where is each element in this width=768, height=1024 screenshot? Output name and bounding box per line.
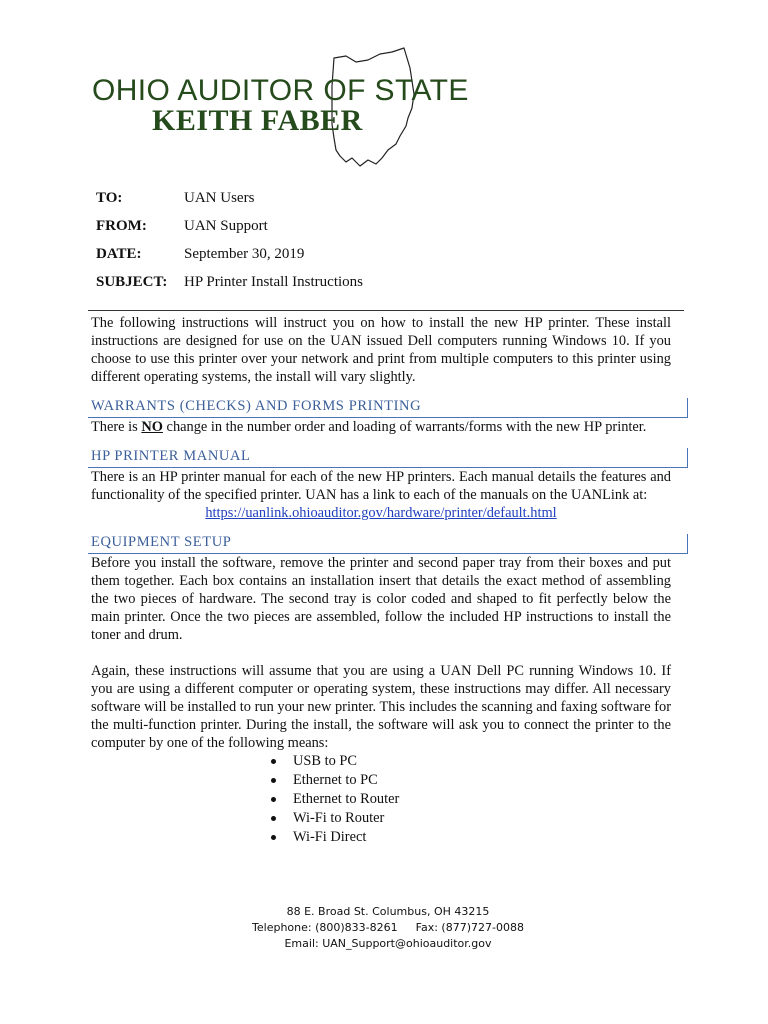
warrants-heading-text: WARRANTS (CHECKS) AND FORMS PRINTING <box>91 398 422 414</box>
manual-link-line <box>91 504 671 522</box>
list-item: Wi-Fi Direct <box>267 828 671 847</box>
warrants-paragraph <box>91 418 671 436</box>
heading-underline <box>88 467 688 468</box>
heading-underline <box>88 553 688 554</box>
memo-row-subject <box>96 268 363 296</box>
heading-underline <box>88 417 688 418</box>
memo-body <box>91 314 671 847</box>
date-label: DATE: <box>96 245 142 262</box>
printer-manual-link[interactable]: https://uanlink.ohioauditor.gov/hardware/printer/default.html <box>205 505 557 521</box>
list-item: USB to PC <box>267 752 671 771</box>
section-heading-equipment <box>91 532 671 554</box>
section-heading-manual <box>91 446 671 468</box>
date-value: September 30, 2019 <box>184 245 305 262</box>
warrants-text-before: There is <box>91 419 142 435</box>
memo-header <box>96 184 363 296</box>
auditor-logo <box>90 44 469 170</box>
logo-name: KEITH FABER <box>152 104 363 137</box>
list-item: Ethernet to PC <box>267 771 671 790</box>
memo-row-from <box>96 212 363 240</box>
heading-side-bar <box>687 398 688 418</box>
heading-side-bar <box>687 448 688 468</box>
footer-fax: Fax: (877)727-0088 <box>415 921 524 934</box>
heading-side-bar <box>687 534 688 554</box>
subject-label: SUBJECT: <box>96 273 168 290</box>
manual-paragraph: There is an HP printer manual for each of the new HP printers. Each manual details the features and functionality of the specified printer. UAN has a link to each of the manuals on the UANLink at: <box>91 469 671 503</box>
warrants-emphasis: NO <box>141 419 163 435</box>
from-label: FROM: <box>96 217 147 234</box>
footer-telephone: Telephone: (800)833-8261 <box>252 921 398 934</box>
equipment-paragraph-1: Before you install the software, remove the printer and second paper tray from their boxes and put them together. Each box contains an installation insert that details the exact method of assembling the two pieces of hardware. The second tray is color coded and shaped to fit perfectly below the main printer. Once the two pieces are assembled, follow the included HP instructions to install the toner and drum. <box>91 555 671 643</box>
logo-title: OHIO AUDITOR OF STATE <box>92 74 469 107</box>
manual-heading-text: HP PRINTER MANUAL <box>91 448 251 464</box>
memo-row-to <box>96 184 363 212</box>
warrants-text-after: change in the number order and loading of warrants/forms with the new HP printer. <box>162 419 647 435</box>
list-item: Ethernet to Router <box>267 790 671 809</box>
header-divider <box>88 310 684 311</box>
section-heading-warrants <box>91 396 671 418</box>
connection-means-list <box>267 752 671 847</box>
to-value: UAN Users <box>184 189 255 206</box>
equipment-heading-text: EQUIPMENT SETUP <box>91 534 232 550</box>
memo-row-date <box>96 240 363 268</box>
intro-paragraph: The following instructions will instruct you on how to install the new HP printer. These install instructions are designed for use on the UAN issued Dell computers running Windows 10. If you choose to use this printer over your network and print from multiple computers to this printer using different operating systems, the install will vary slightly. <box>91 315 671 385</box>
footer-phone-line <box>0 920 768 936</box>
subject-value: HP Printer Install Instructions <box>184 273 364 290</box>
list-item: Wi-Fi to Router <box>267 809 671 828</box>
to-label: TO: <box>96 189 123 206</box>
footer-email: Email: UAN_Support@ohioauditor.gov <box>284 937 492 950</box>
page-footer <box>0 904 768 952</box>
equipment-paragraph-2: Again, these instructions will assume that you are using a UAN Dell PC running Windows 10. If you are using a different computer or operating system, these instructions may differ. All necessary software will be installed to run your new printer. This includes the scanning and faxing software for the multi-function printer. During the install, the software will ask you to connect the printer to the computer by one of the following means: <box>91 663 671 751</box>
paragraph-gap <box>91 644 671 662</box>
footer-address: 88 E. Broad St. Columbus, OH 43215 <box>286 905 490 918</box>
from-value: UAN Support <box>184 217 268 234</box>
